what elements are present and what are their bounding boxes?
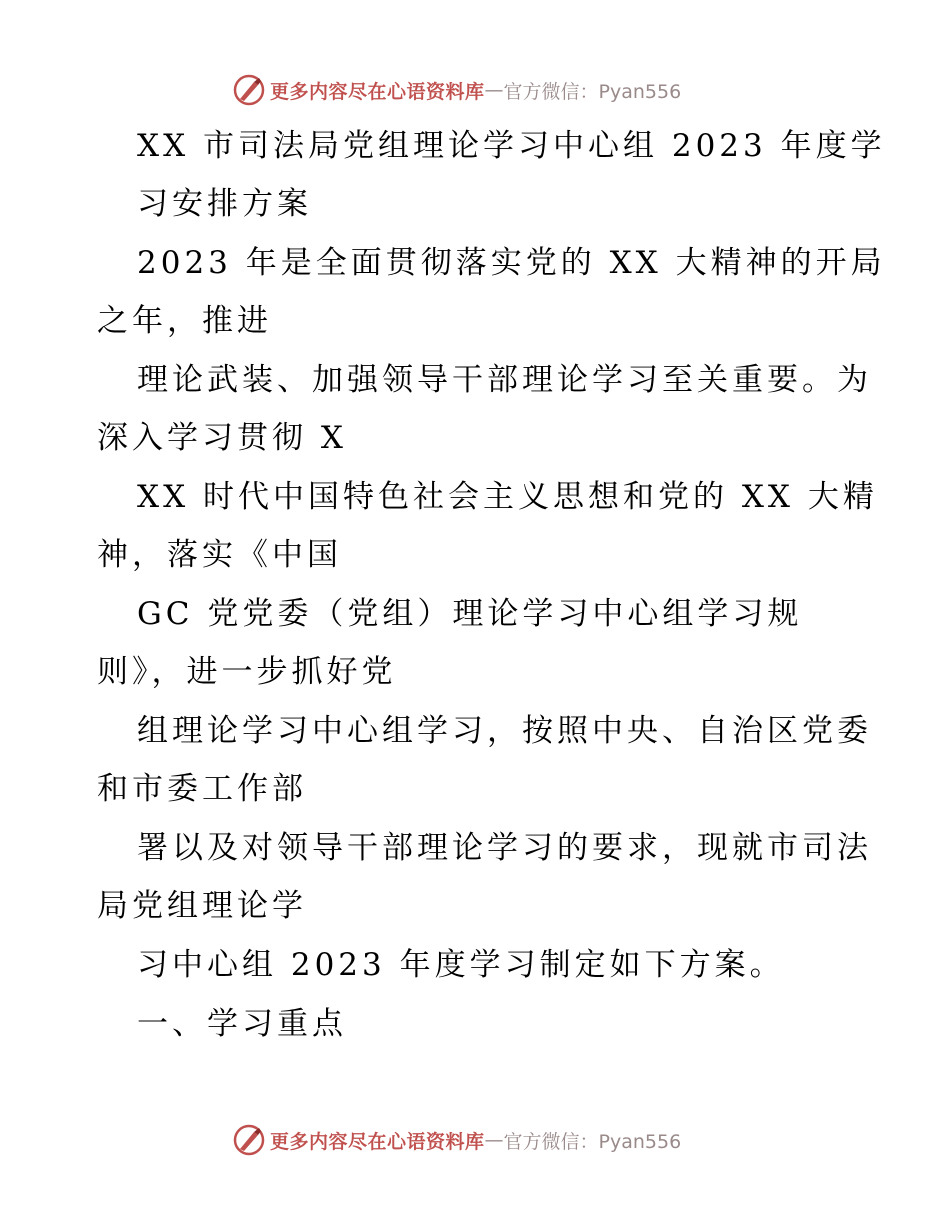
- paragraph-line: 习中心组 2023 年度学习制定如下方案。: [137, 947, 785, 983]
- watermark-separator: —: [484, 1129, 504, 1151]
- paragraph-line: 之年，推进: [97, 303, 272, 339]
- paragraph-line: GC 党党委（党组）理论学习中心组学习规: [137, 596, 803, 632]
- paragraph-line: XX 时代中国特色社会主义思想和党的 XX 大精: [137, 479, 878, 515]
- document-title-line-1: XX 市司法局党组理论学习中心组 2023 年度学: [137, 128, 886, 164]
- paragraph-line: 组理论学习中心组学习，按照中央、自治区党委: [137, 713, 872, 749]
- footer-watermark: [232, 1123, 681, 1157]
- watermark-red-text: 更多内容尽在心语资料库: [270, 1130, 485, 1153]
- document-title-line-2: 习安排方案: [137, 186, 312, 222]
- watermark-wechat-text: 官方微信：Pyan556: [503, 1130, 682, 1153]
- paragraph-line: 深入学习贯彻 X: [97, 420, 347, 456]
- paragraph-line: 理论武装、加强领导干部理论学习至关重要。为: [137, 362, 872, 398]
- paragraph-line: 神，落实《中国: [97, 537, 342, 573]
- section-heading: 一、学习重点: [137, 1006, 347, 1042]
- paragraph-line: 和市委工作部: [97, 771, 307, 807]
- watermark-red-text: 更多内容尽在心语资料库: [270, 80, 485, 103]
- quill-pen-logo-icon: [232, 1123, 266, 1157]
- watermark-separator: —: [484, 79, 504, 101]
- watermark-wechat-text: 官方微信：Pyan556: [503, 80, 682, 103]
- quill-pen-logo-icon: [232, 73, 266, 107]
- paragraph-line: 局党组理论学: [97, 888, 307, 924]
- header-watermark: [232, 73, 681, 107]
- paragraph-line: 署以及对领导干部理论学习的要求，现就市司法: [137, 830, 872, 866]
- paragraph-line: 则》，进一步抓好党: [97, 654, 397, 690]
- paragraph-line: 2023 年是全面贯彻落实党的 XX 大精神的开局: [137, 245, 886, 281]
